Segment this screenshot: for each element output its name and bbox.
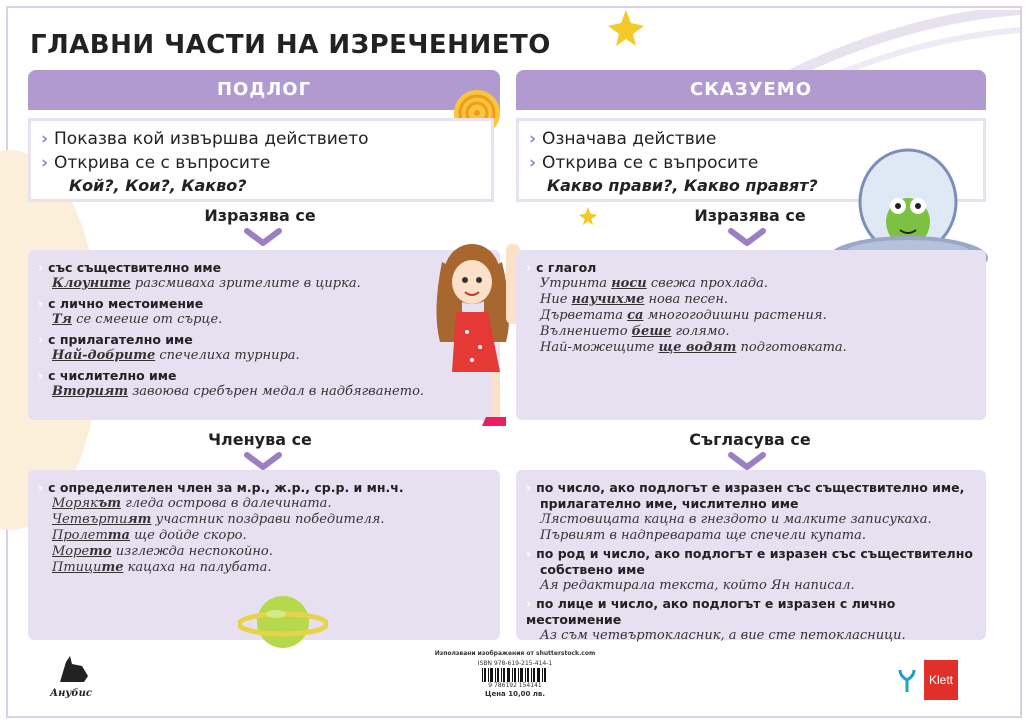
chevron-down-icon [244,452,282,470]
subject-questions: Кой?, Кои?, Какво? [69,176,247,195]
verb-example: Ние научихме нова песен. [540,292,729,307]
predicate-header [516,70,986,110]
expressed-item: › с прилагателно име Най-добрите спечелиха турнира. [38,332,300,363]
chevron-down-icon [728,228,766,246]
agree-item: › по род и число, ако подлогът е изразен със съществително собствено име Ая редактирала текста, който Ян написал. [526,546,973,593]
image-credits: Използвани изображения от shutterstock.com [434,650,596,657]
subject-header [28,70,500,110]
price: Цена 10,00 лв. [484,690,546,698]
chevron-down-icon [728,452,766,470]
chevron-right-icon: › [526,546,532,561]
definition-line: › Открива се с въпросите [41,153,271,173]
barcode-digits: 9 786192 154141 [488,682,542,689]
chevron-right-icon: › [526,480,532,495]
publisher-anubis: Анубис [50,688,92,699]
article-example: Морякът гледа острова в далечината. [52,496,332,511]
subject-expressed-title: Изразява се [204,206,316,225]
chevron-right-icon: › [41,153,49,173]
agree-item: › по число, ако подлогът е изразен със съществително име, прилагателно име, числително име Лястовицата кацна в гнездото и малките записукаха. Първият в надпреварата ще спечели купата. [526,480,965,543]
subject-definition-box [28,118,494,202]
subject-header-label: ПОДЛОГ [216,79,312,100]
girl-illustration [422,232,522,432]
article-example: Птиците кацаха на палубата. [52,560,272,575]
klett-flower-icon [896,666,918,694]
planet-icon [238,586,328,656]
barcode [482,668,548,682]
predicate-agree-title: Съгласува се [689,430,811,449]
chevron-right-icon: › [38,332,44,347]
klett-logo: Klett [924,660,958,700]
verb-example: Дърветата са многогодишни растения. [540,308,827,323]
verb-example: Утринта носи свежа прохлада. [540,276,769,291]
predicate-expressed-title: Изразява се [694,206,806,225]
expressed-item: › със съществително име Клоуните разсмиваха зрителите в цирка. [38,260,361,291]
chevron-right-icon: › [38,260,44,275]
predicate-header-label: СКАЗУЕМО [689,79,813,100]
expressed-item: › с числително име Вторият завоюва сребърен медал в надбягването. [38,368,425,399]
subject-article-panel: › с определителен член за м.р., ж.р., ср.р. и мн.ч. Морякът гледа острова в далечината. Четвъртият участник поздрави победителя. Пролетта ще дойде скоро. Морето изглежда неспокойно. Птиците кацаха на палубата. [28,470,500,640]
verb-example: Най-можещите ще водят подготовката. [540,340,847,355]
article-example: Четвъртият участник поздрави победителя. [52,512,385,527]
chevron-right-icon: › [526,596,532,611]
article-example: Морето изглежда неспокойно. [52,544,273,559]
definition-line: › Показва кой извършва действието [41,129,369,149]
star-icon [578,206,598,226]
chevron-right-icon: › [526,260,532,275]
chevron-right-icon: › [41,129,49,149]
chevron-right-icon: › [38,368,44,383]
star-icon [606,8,646,48]
definition-line: › Открива се с въпросите [529,153,759,173]
chevron-right-icon: › [529,153,537,173]
definition-line: › Означава действие [529,129,717,149]
agree-item: › по лице и число, ако подлогът е изразен с лично местоимение Аз съм четвъртокласник, а вие сте петокласници. [526,596,906,643]
chevron-right-icon: › [38,296,44,311]
predicate-expressed-panel: › с глагол Утринта носи свежа прохлада. Ние научихме нова песен. Дърветата са многогодишни растения. Вълнението беше голямо. Най-можещите ще водят подготовката. [516,250,986,420]
anubis-logo-icon [52,652,96,688]
page-title: ГЛАВНИ ЧАСТИ НА ИЗРЕЧЕНИЕТО [30,30,551,60]
predicate-questions: Какво прави?, Какво правят? [547,176,818,195]
predicate-agree-panel [516,470,986,643]
chevron-right-icon: › [529,129,537,149]
expressed-item: › с лично местоимение Тя се смееше от сърце. [38,296,223,327]
chevron-right-icon: › [38,480,44,495]
article-example: Пролетта ще дойде скоро. [52,528,247,543]
verb-example: Вълнението беше голямо. [540,324,730,339]
subject-article-title: Членува се [208,430,312,449]
chevron-down-icon [244,228,282,246]
isbn: ISBN 978-619-215-414-1 [477,660,553,667]
